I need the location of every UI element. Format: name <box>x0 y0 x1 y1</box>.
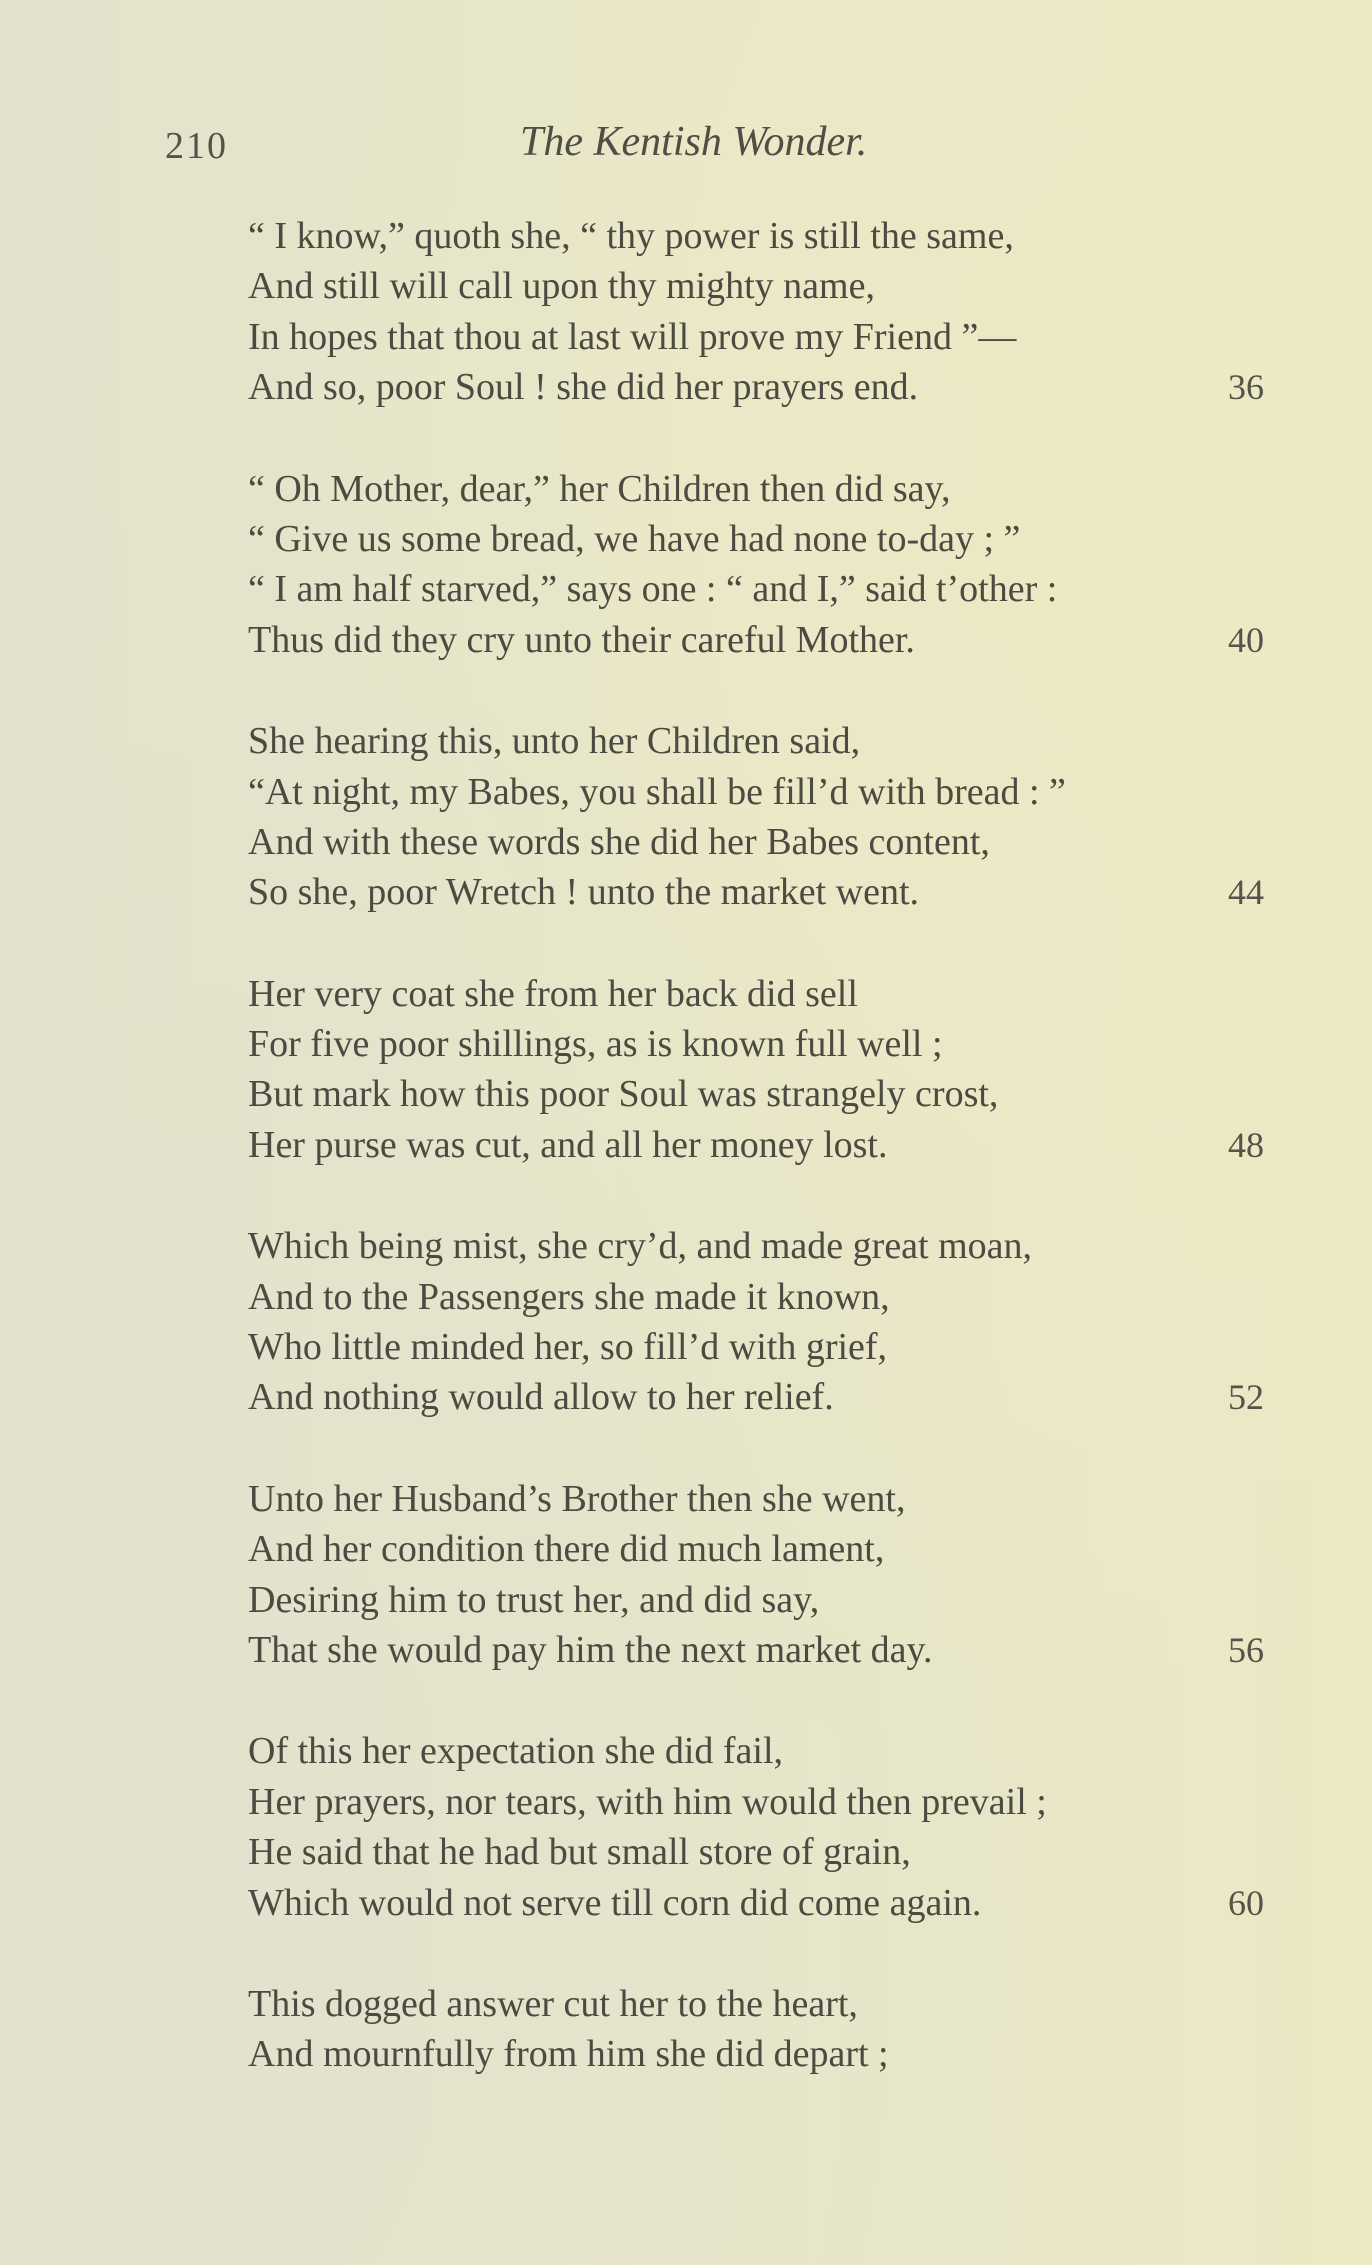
verse-line: And still will call upon thy mighty name, <box>248 265 875 308</box>
verse-line-numbered <box>248 1625 1288 1675</box>
verse-text: Her purse was cut, and all her money lost. <box>248 1123 888 1166</box>
verse-line: “ Give us some bread, we have had none to-day ; ” <box>248 517 1021 560</box>
running-head <box>0 118 1372 178</box>
verse-text: And nothing would allow to her relief. <box>248 1376 834 1419</box>
poem-body <box>248 211 1288 2131</box>
verse-line: But mark how this poor Soul was strangely crost, <box>248 1073 999 1116</box>
verse-line: And her condition there did much lament, <box>248 1528 885 1571</box>
verse-line: She hearing this, unto her Children said, <box>248 720 861 763</box>
stanza <box>248 211 1288 413</box>
verse-line: And with these words she did her Babes content, <box>248 820 990 863</box>
line-number: 40 <box>1228 619 1264 660</box>
verse-line: Her prayers, nor tears, with him would then prevail ; <box>248 1780 1047 1823</box>
verse-line: And to the Passengers she made it known, <box>248 1275 890 1318</box>
stanza <box>248 969 1288 1171</box>
page-number: 210 <box>165 125 228 167</box>
verse-line-numbered <box>248 1878 1288 1928</box>
line-number: 36 <box>1228 367 1264 408</box>
stanza <box>248 464 1288 666</box>
line-number: 44 <box>1228 872 1264 913</box>
verse-line: Who little minded her, so fill’d with grief, <box>248 1326 888 1369</box>
verse-line-numbered <box>248 1120 1288 1170</box>
verse-text: Which would not serve till corn did come again. <box>248 1881 982 1924</box>
verse-text: Thus did they cry unto their careful Mother. <box>248 618 915 661</box>
verse-line: “At night, my Babes, you shall be fill’d with bread : ” <box>248 770 1066 813</box>
verse-line: He said that he had but small store of grain, <box>248 1831 911 1874</box>
verse-line: In hopes that thou at last will prove my Friend ”— <box>248 315 1017 358</box>
line-number: 48 <box>1228 1124 1264 1165</box>
verse-line: Of this her expectation she did fail, <box>248 1730 784 1773</box>
verse-line: For five poor shillings, as is known full well ; <box>248 1023 943 1066</box>
verse-text: And so, poor Soul ! she did her prayers end. <box>248 366 919 409</box>
verse-line: Her very coat she from her back did sell <box>248 972 858 1015</box>
verse-text: That she would pay him the next market day. <box>248 1628 933 1671</box>
stanza <box>248 1221 1288 1423</box>
verse-line-numbered <box>248 1372 1288 1422</box>
line-number: 60 <box>1228 1882 1264 1923</box>
verse-line: “ I know,” quoth she, “ thy power is still the same, <box>248 215 1014 257</box>
verse-line: Which being mist, she cry’d, and made great moan, <box>248 1225 1033 1268</box>
running-title: The Kentish Wonder. <box>520 119 868 165</box>
stanza <box>248 1474 1288 1676</box>
line-number: 56 <box>1228 1629 1264 1670</box>
verse-line: “ I am half starved,” says one : “ and I,” said t’other : <box>248 568 1058 611</box>
verse-line: Unto her Husband’s Brother then she went, <box>248 1477 906 1520</box>
line-number: 52 <box>1228 1377 1264 1418</box>
stanza <box>248 716 1288 918</box>
verse-line-numbered <box>248 615 1288 665</box>
stanza <box>248 1979 1288 2080</box>
stanza <box>248 1726 1288 1928</box>
verse-line: This dogged answer cut her to the heart, <box>248 1982 858 2025</box>
verse-line-numbered <box>248 867 1288 917</box>
verse-text: So she, poor Wretch ! unto the market went. <box>248 871 920 914</box>
verse-line: “ Oh Mother, dear,” her Children then did say, <box>248 467 951 510</box>
verse-line: And mournfully from him she did depart ; <box>248 2033 889 2076</box>
verse-line-numbered <box>248 362 1288 412</box>
verse-line: Desiring him to trust her, and did say, <box>248 1578 820 1621</box>
